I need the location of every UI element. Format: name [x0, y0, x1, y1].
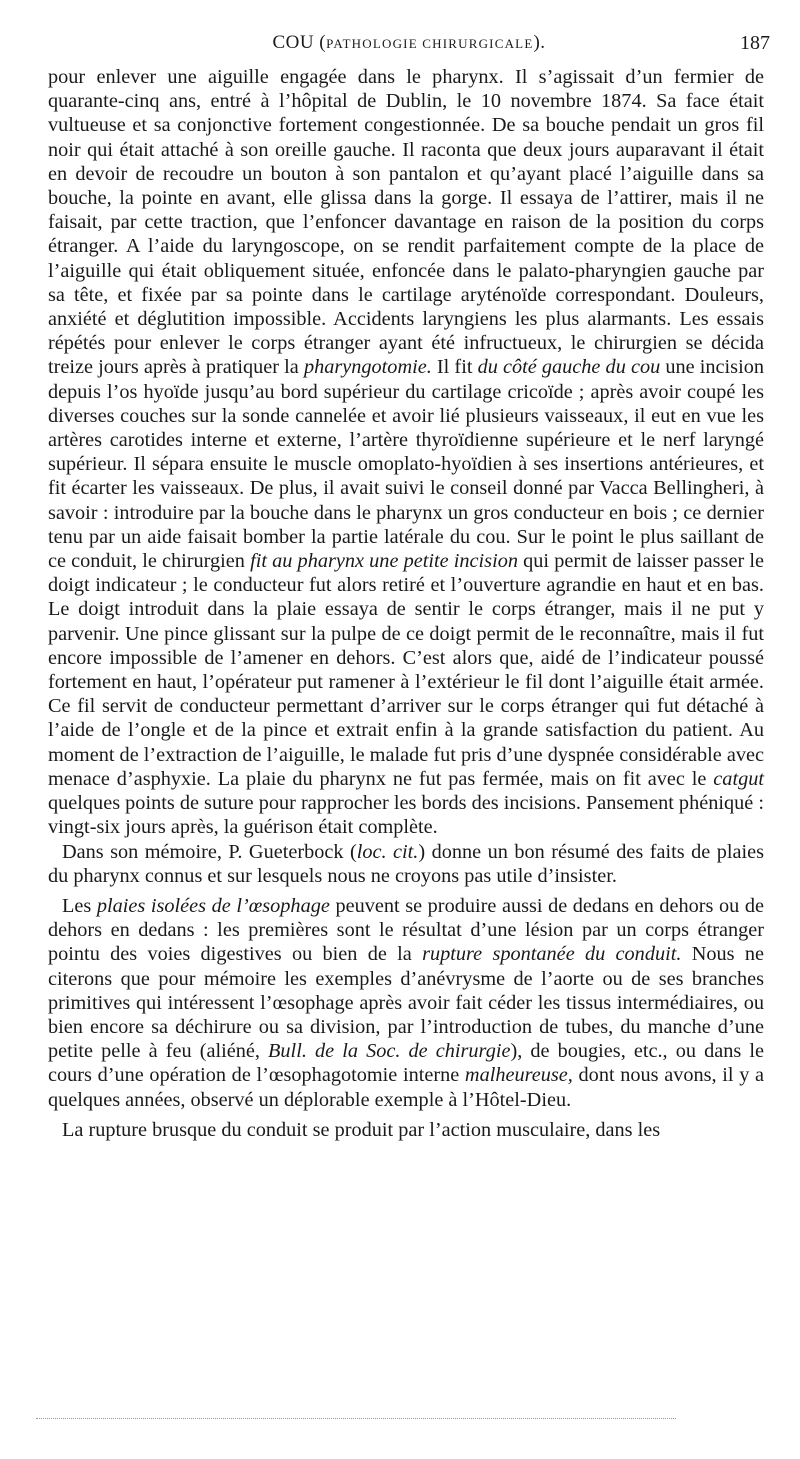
running-title-end: ). — [533, 32, 546, 53]
text-run: une incision depuis l’os hyoïde jusqu’au bord supérieur du cartilage cricoïde ; après avoir coupé les diverses couches sur la sonde cannelée et avoir lié plusieurs vaisseaux, il eut en vue les artères carotides interne et externe, l’artère thyroïdienne supérieure et le nerf laryngé supérieur. Il sépara ensuite le muscle omoplato-hyoïdien à ses insertions antérieures, et fit écarter les vaisseaux. De plus, il avait suivi le conseil donné par Vacca Bellingheri, à savoir : introduire par la bouche dans le pharynx un gros conducteur en bois ; ce dernier tenu par un aide faisait bomber la partie latérale du cou. Sur le point le plus saillant de ce conduit, le chirurgien — [48, 356, 764, 573]
text-run: Les — [62, 894, 97, 917]
paragraph-2 — [48, 840, 764, 888]
running-title — [48, 32, 770, 54]
text-run: peuvent se produire aussi de dedans en dehors ou de dehors en dedans : les premières sont le résultat d’une lésion par un corps étranger pointu des voies digestives ou bien de la — [48, 894, 765, 966]
text-run: La rupture brusque du conduit se produit par l’action musculaire, dans les — [62, 1118, 661, 1141]
paragraph-1 — [48, 65, 764, 840]
text-run: Nous ne citerons que pour mémoire les exemples d’anévrysme de l’aorte ou de ses branches primitives qui intéressent l’œsophage après avoir fait céder les tissus intermédiaires, ou bien encore sa déchirure ou sa division, par l’introduction de tubes, du manche d’une petite pelle à feu (aliéné, — [48, 943, 764, 1063]
text-run: pour enlever une aiguille engagée dans le pharynx. Il s’agissait d’un fermier de quarante-cinq ans, entré à l’hôpital de Dublin, le 10 novembre 1874. Sa face était vultueuse et sa conjonctive fortement congestionnée. De sa bouche pendait un gros fil noir qui était attaché à son oreille gauche. Il raconta que deux jours auparavant il était en devoir de recoudre un bouton à son pantalon et qu’ayant placé l’aiguille dans sa bouche, la pointe en avant, elle glissa dans la gorge. Il essaya de l’attirer, mais il ne faisait, par cette traction, que l’enfoncer davantage en raison de la position du corps étranger. A l’aide du laryngoscope, on se rendit parfaitement compte de la place de l’aiguille qui était obliquement située, enfoncée dans le palato-pharyngien gauche par sa tête, et fixée par sa pointe dans le cartilage aryténoïde correspondant. Douleurs, anxiété et déglutition impossible. Accidents laryngiens les plus alarmants. Les essais répétés pour enlever le corps étranger ayant été infructueux, le chirurgien se décida treize jours après à pratiquer la — [48, 66, 764, 379]
italic-text: plaies isolées de l’œsophage — [96, 894, 330, 917]
text-run: Il fit — [431, 356, 478, 379]
text-run: quelques points de suture pour rapprocher les bords des incisions. Pansement phéniqué : vingt-six jours après, la guérison était complète. — [48, 792, 764, 839]
italic-text: malheureuse, — [464, 1064, 573, 1087]
text-run: ), de bougies, etc., ou dans le cours d’une opération de l’œsophagotomie interne — [48, 1040, 764, 1087]
paragraph-4 — [48, 1118, 764, 1142]
body-text — [48, 65, 764, 1142]
text-run: ) donne un bon résumé des faits de plaies du pharynx connus et sur lesquels nous ne croyons pas utile d’insister. — [48, 840, 764, 887]
paragraph-3 — [48, 894, 764, 1112]
italic-text: loc. cit. — [356, 840, 419, 863]
italic-text: catgut — [713, 767, 764, 790]
page-header — [48, 32, 770, 60]
text-run: dont nous avons, il y a quelques années, observé un déplorable exemple à l’Hôtel-Dieu. — [48, 1064, 764, 1111]
italic-text: du côté gauche du cou — [477, 356, 661, 379]
page-number: 187 — [740, 32, 770, 54]
italic-text: rupture spontanée du conduit. — [422, 943, 682, 966]
italic-text: Bull. de la Soc. de chirurgie — [268, 1040, 511, 1063]
running-title-main: COU ( — [272, 32, 327, 53]
running-title-small-caps: PATHOLOGIE CHIRURGICALE — [326, 36, 534, 51]
footer-rule — [36, 1418, 676, 1419]
text-run: qui permit de laisser passer le doigt indicateur ; le conducteur fut alors retiré et l’ouverture agrandie en haut et en bas. Le doigt introduit dans la plaie essaya de sentir le corps étranger, mais il ne put y parvenir. Une pince glissant sur la pulpe de ce doigt permit de le reconnaître, mais il fut encore impossible de l’amener en dehors. C’est alors que, aidé de l’indicateur poussé fortement en haut, l’opérateur put ramener à l’extérieur le fil dont l’aiguille était armée. Ce fil servit de conducteur permettant d’arriver sur le corps étranger qui fut détaché à l’aide de l’ongle et de la pince et extrait enfin à la grande satisfaction du patient. Au moment de l’extraction de l’aiguille, le malade fut pris d’une dyspnée considérable avec menace d’asphyxie. La plaie du pharynx ne fut pas fermée, mais on fit avec le — [48, 550, 764, 790]
text-run: Dans son mémoire, P. Gueterbock ( — [62, 840, 357, 863]
italic-text: pharyngotomie. — [303, 356, 432, 379]
italic-text: fit au pharynx une petite incision — [250, 550, 518, 573]
